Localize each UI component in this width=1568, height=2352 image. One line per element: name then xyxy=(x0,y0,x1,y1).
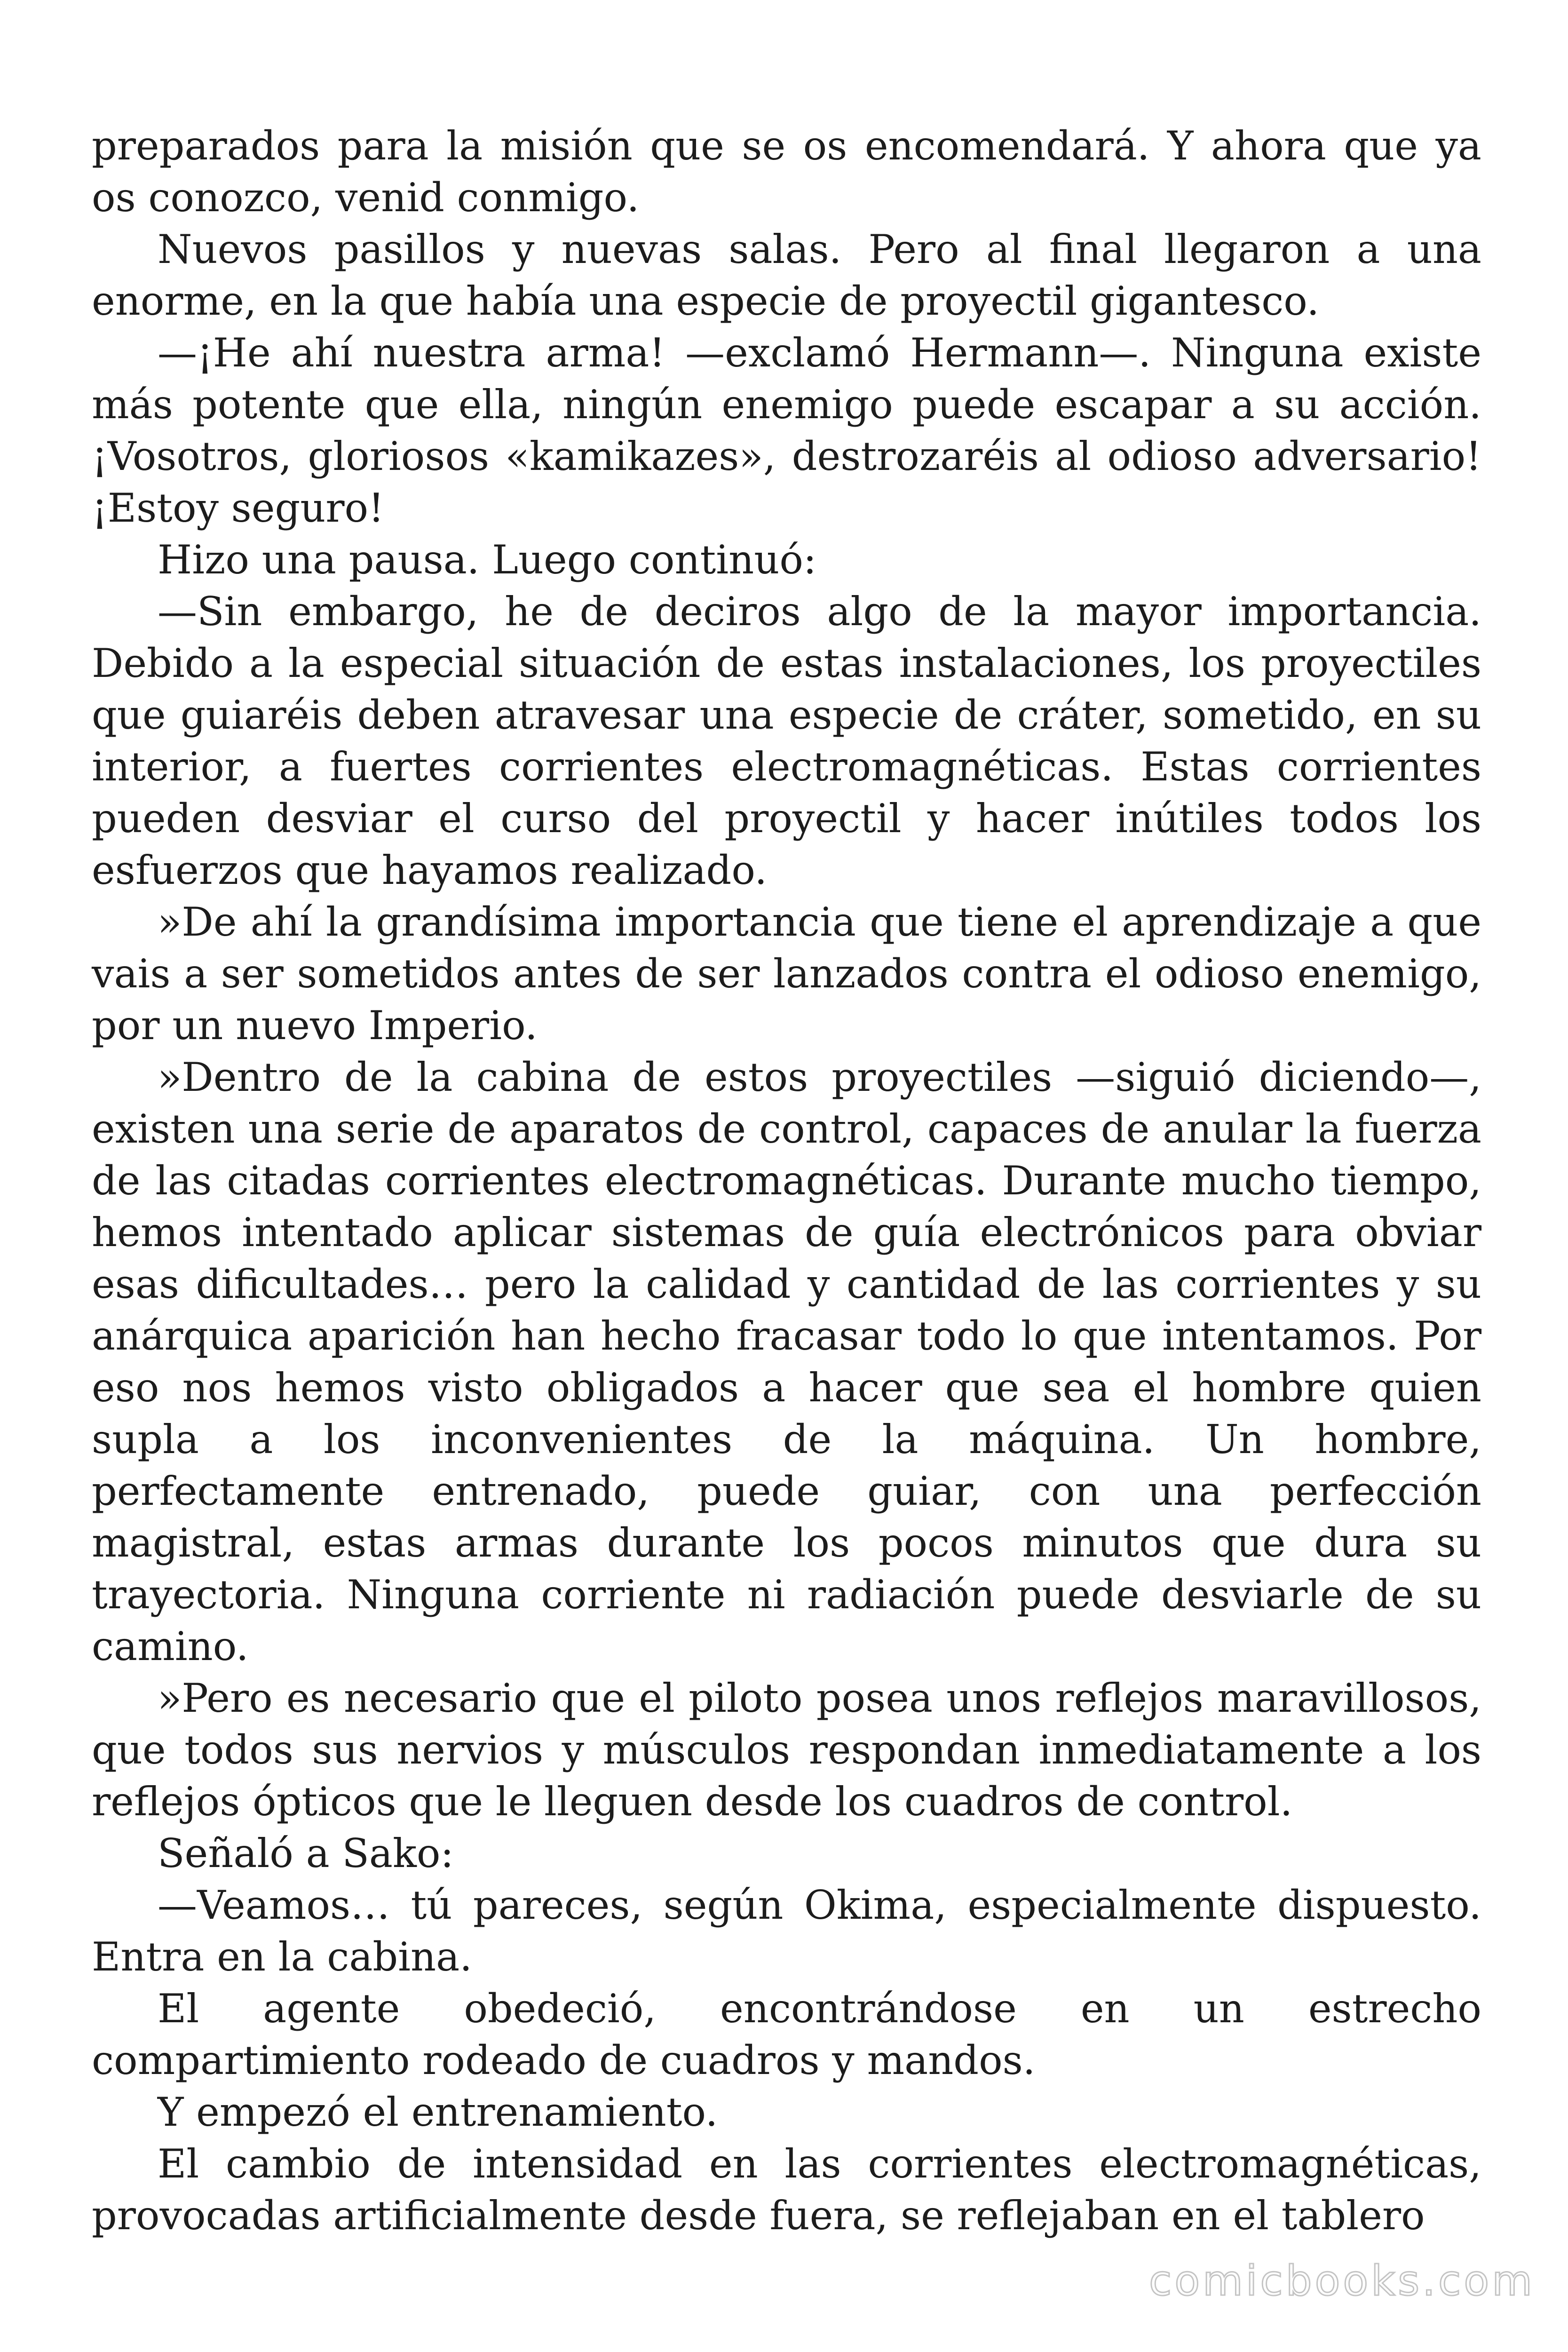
paragraph: —¡He ahí nuestra arma! —exclamó Hermann—. Ninguna existe más potente que ella, ningún enemigo puede escapar a su acción. ¡Vosotros, gloriosos «kamikazes», destrozaréis al odioso adversario! ¡Estoy seguro! xyxy=(92,330,1481,531)
paragraph: Nuevos pasillos y nuevas salas. Pero al final llegaron a una enorme, en la que había una especie de proyectil gigantesco. xyxy=(92,226,1481,324)
paragraph: —Veamos… tú pareces, según Okima, especialmente dispuesto. Entra en la cabina. xyxy=(92,1882,1481,1980)
page-body xyxy=(92,120,1481,2241)
paragraph: preparados para la misión que se os encomendará. Y ahora que ya os conozco, venid conmigo. xyxy=(92,123,1481,221)
paragraph: Señaló a Sako: xyxy=(158,1830,454,1876)
paragraph: »Pero es necesario que el piloto posea unos reflejos maravillosos, que todos sus nervios y músculos respondan inmediatamente a los reflejos ópticos que le lleguen desde los cuadros de control. xyxy=(92,1675,1481,1825)
paragraph: Y empezó el entrenamiento. xyxy=(158,2089,718,2135)
watermark: comicbooks.com xyxy=(1148,2257,1535,2305)
paragraph: El agente obedeció, encontrándose en un estrecho compartimiento rodeado de cuadros y mandos. xyxy=(92,1986,1481,2083)
paragraph: —Sin embargo, he de deciros algo de la mayor importancia. Debido a la especial situación de estas instalaciones, los proyectiles que guiaréis deben atravesar una especie de cráter, sometido, en su interior, a fuertes corrientes electromagnéticas. Estas corrientes pueden desviar el curso del proyectil y hacer inútiles todos los esfuerzos que hayamos realizado. xyxy=(92,588,1481,893)
paragraph: El cambio de intensidad en las corrientes electromagnéticas, provocadas artificialmente desde fuera, se reflejaban en el tablero xyxy=(92,2141,1481,2239)
paragraph: Hizo una pausa. Luego continuó: xyxy=(158,537,817,583)
paragraph: »De ahí la grandísima importancia que tiene el aprendizaje a que vais a ser sometidos antes de ser lanzados contra el odioso enemigo, por un nuevo Imperio. xyxy=(92,899,1481,1049)
paragraph: »Dentro de la cabina de estos proyectiles —siguió diciendo—, existen una serie de aparatos de control, capaces de anular la fuerza de las citadas corrientes electromagnéticas. Durante mucho tiempo, hemos intentado aplicar sistemas de guía electrónicos para obviar esas dificultades… pero la calidad y cantidad de las corrientes y su anárquica aparición han hecho fracasar todo lo que intentamos. Por eso nos hemos visto obligados a hacer que sea el hombre quien supla a los inconvenientes de la máquina. Un hombre, perfectamente entrenado, puede guiar, con una perfección magistral, estas armas durante los pocos minutos que dura su trayectoria. Ninguna corriente ni radiación puede desviarle de su camino. xyxy=(92,1054,1481,1669)
